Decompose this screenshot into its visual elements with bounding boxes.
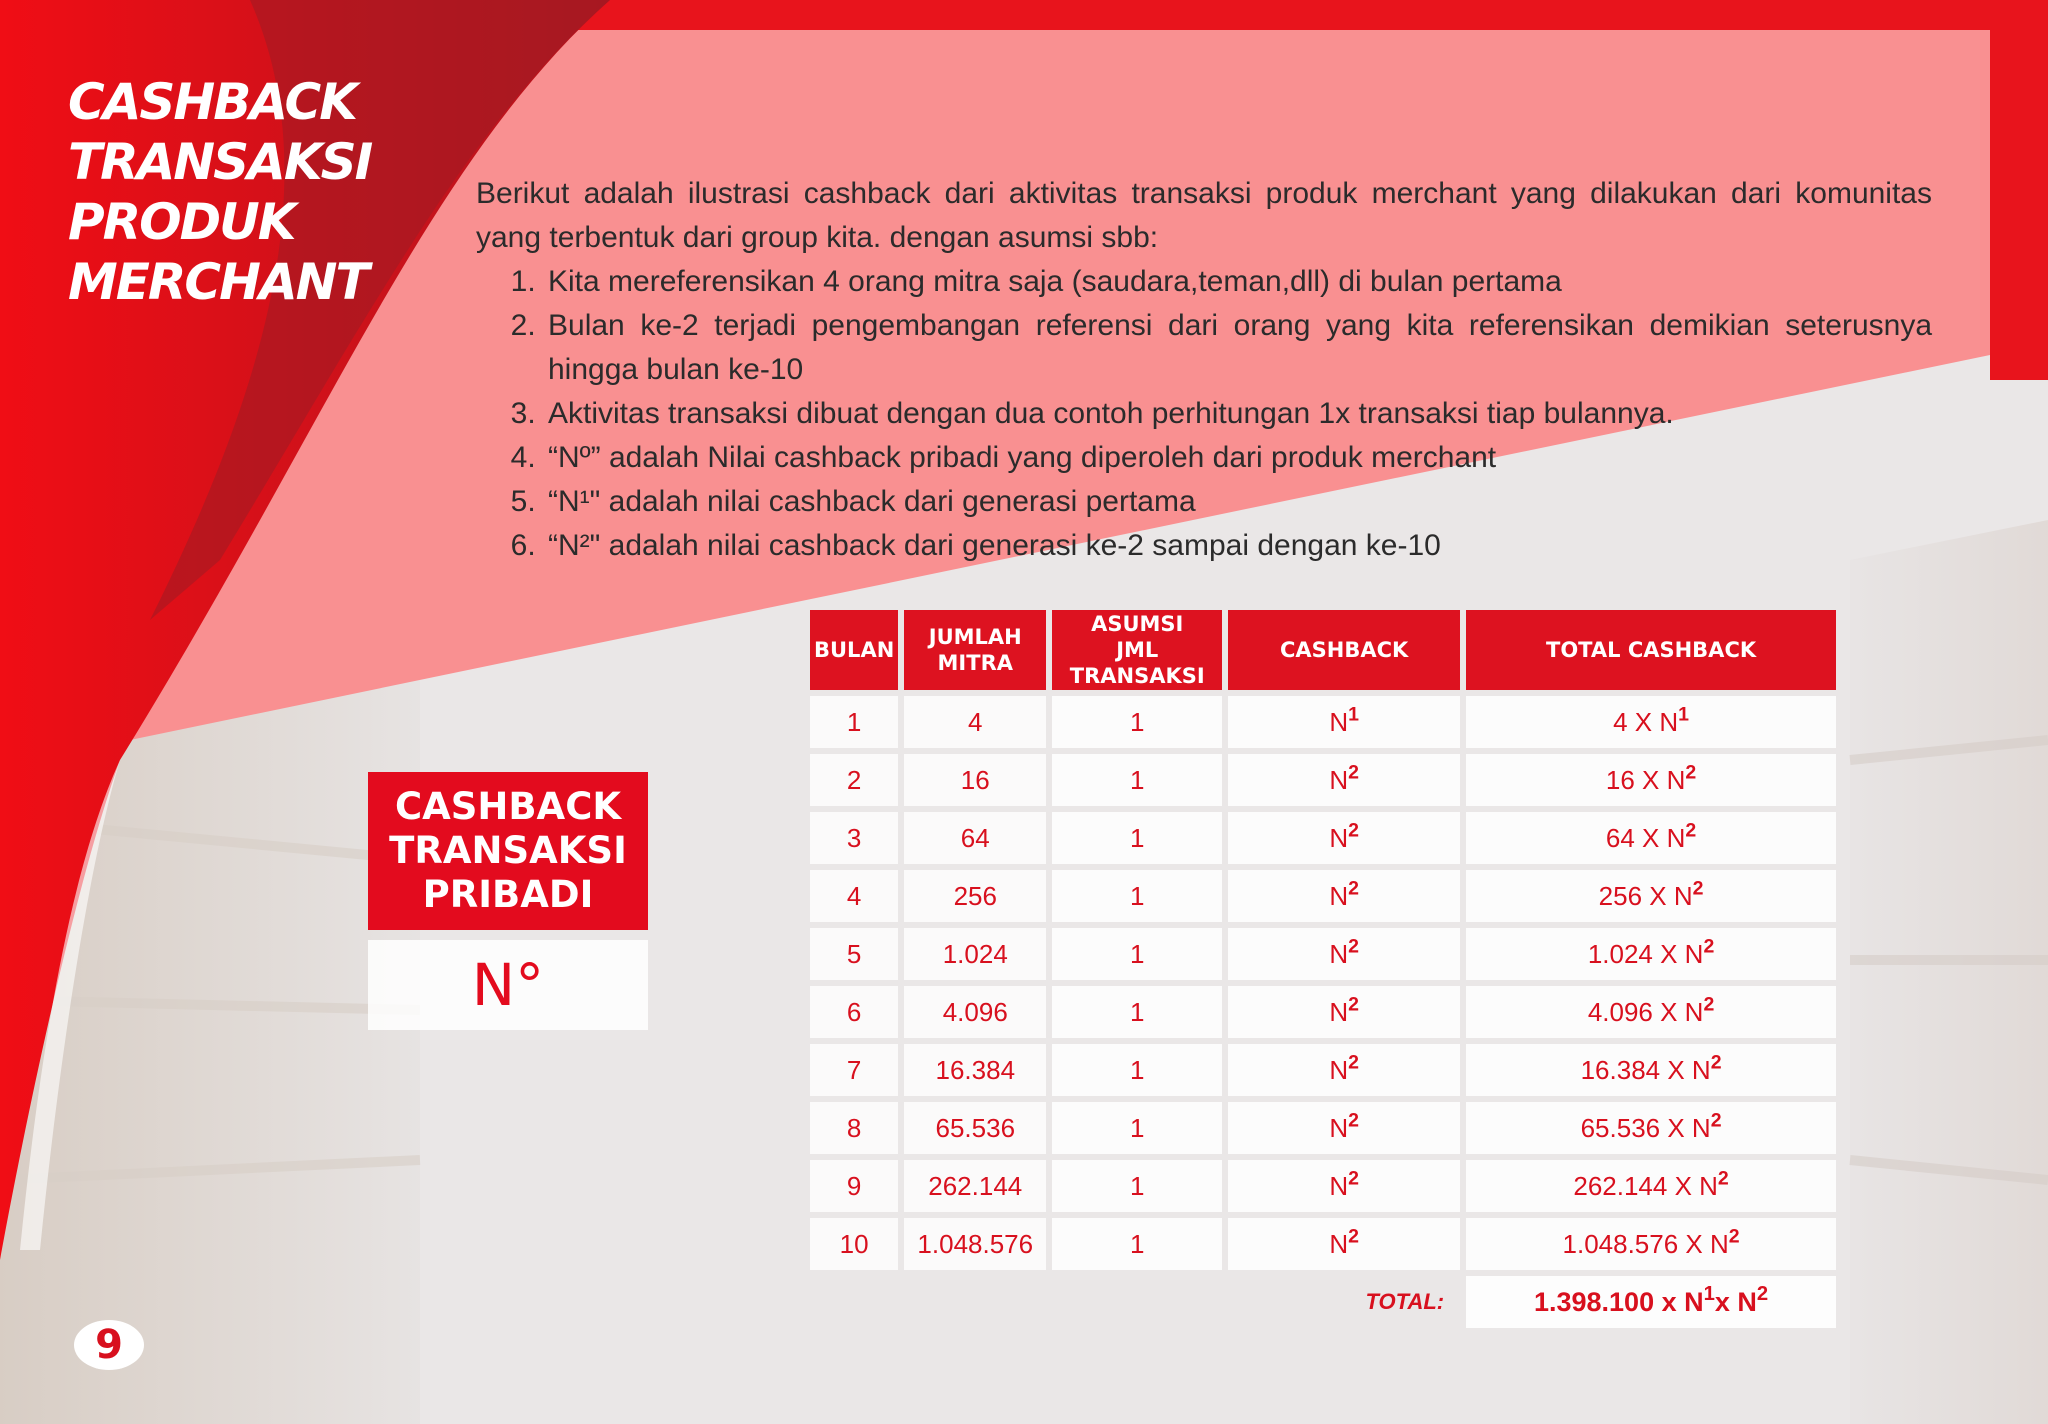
cell-asumsi: 1	[1052, 986, 1222, 1038]
total-base: 16.384 X N	[1580, 1054, 1711, 1085]
total-base: 16 X N	[1605, 764, 1686, 795]
header-line: ASUMSI	[1091, 612, 1184, 636]
personal-label-line: TRANSAKSI	[389, 829, 627, 872]
total-exponent: 2	[1685, 760, 1697, 783]
title-line: PRODUK	[68, 193, 295, 251]
cell-jumlah-mitra: 65.536	[904, 1102, 1046, 1154]
cashback-exponent: 2	[1348, 760, 1359, 783]
cell-bulan: 7	[810, 1044, 898, 1096]
cell-cashback	[1228, 1160, 1460, 1212]
total-base: 4 X N	[1613, 706, 1679, 737]
cashback-base: N	[1329, 938, 1349, 969]
personal-label-line: CASHBACK	[394, 785, 622, 828]
cell-jumlah-mitra: 262.144	[904, 1160, 1046, 1212]
assumption-list	[476, 260, 1932, 568]
cell-bulan: 5	[810, 928, 898, 980]
total-base: 64 X N	[1605, 822, 1686, 853]
total-base: 1.048.576 X N	[1562, 1228, 1729, 1259]
cell-total-cashback	[1466, 812, 1836, 864]
cell-jumlah-mitra: 16	[904, 754, 1046, 806]
cell-cashback	[1228, 928, 1460, 980]
cashback-exponent: 2	[1348, 818, 1359, 841]
cashback-table	[804, 604, 1842, 1334]
cell-total-cashback	[1466, 870, 1836, 922]
cell-cashback	[1228, 754, 1460, 806]
cell-jumlah-mitra: 64	[904, 812, 1046, 864]
table-row	[810, 928, 1836, 980]
cell-total-cashback	[1466, 1218, 1836, 1270]
table-total-row	[810, 1276, 1836, 1328]
personal-cashback-value: N°	[368, 940, 648, 1030]
header-bulan: BULAN	[810, 610, 898, 690]
cashback-base: N	[1329, 764, 1349, 795]
cashback-base: N	[1329, 1228, 1349, 1259]
cashback-exponent: 2	[1348, 876, 1359, 899]
list-item: 5. “N¹" adalah nilai cashback dari generasi pertama	[544, 480, 1932, 524]
header-line: MITRA	[937, 651, 1013, 675]
cell-bulan: 3	[810, 812, 898, 864]
table-row	[810, 812, 1836, 864]
cell-total-cashback	[1466, 1044, 1836, 1096]
cell-bulan: 6	[810, 986, 898, 1038]
cashback-exponent: 2	[1348, 1108, 1359, 1131]
total-exponent: 2	[1692, 876, 1704, 899]
cell-asumsi: 1	[1052, 928, 1222, 980]
cell-asumsi: 1	[1052, 754, 1222, 806]
cell-jumlah-mitra: 4	[904, 696, 1046, 748]
total-base: 1.024 X N	[1587, 938, 1704, 969]
cashback-exponent: 2	[1348, 992, 1359, 1015]
title-line: TRANSAKSI	[68, 133, 372, 191]
list-item: 3. Aktivitas transaksi dibuat dengan dua contoh perhitungan 1x transaksi tiap bulannya.	[544, 392, 1932, 436]
total-part: x N	[1714, 1286, 1757, 1317]
total-base: 256 X N	[1598, 880, 1693, 911]
total-base: 65.536 X N	[1580, 1112, 1711, 1143]
cell-cashback	[1228, 1218, 1460, 1270]
cell-bulan: 8	[810, 1102, 898, 1154]
cell-jumlah-mitra: 4.096	[904, 986, 1046, 1038]
cashback-exponent: 2	[1348, 1050, 1359, 1073]
header-cashback: CASHBACK	[1228, 610, 1460, 690]
total-exponent: 2	[1703, 934, 1715, 957]
table-header-row	[810, 610, 1836, 690]
cell-cashback	[1228, 870, 1460, 922]
cashback-exponent: 2	[1348, 1166, 1359, 1189]
table-row	[810, 696, 1836, 748]
cell-jumlah-mitra: 16.384	[904, 1044, 1046, 1096]
page-number: 9	[74, 1320, 144, 1370]
total-exponent: 1	[1678, 702, 1690, 725]
cell-asumsi: 1	[1052, 1218, 1222, 1270]
cashback-base: N	[1329, 1112, 1349, 1143]
cell-bulan: 1	[810, 696, 898, 748]
cell-asumsi: 1	[1052, 812, 1222, 864]
cell-total-cashback	[1466, 1160, 1836, 1212]
cell-bulan: 4	[810, 870, 898, 922]
list-item: 1. Kita mereferensikan 4 orang mitra saja (saudara,teman,dll) di bulan pertama	[544, 260, 1932, 304]
personal-cashback-label	[368, 772, 648, 930]
total-value	[1466, 1276, 1836, 1328]
cell-cashback	[1228, 1044, 1460, 1096]
page-title	[68, 72, 371, 312]
table-row	[810, 1044, 1836, 1096]
total-base: 262.144 X N	[1573, 1170, 1718, 1201]
cell-total-cashback	[1466, 754, 1836, 806]
cashback-exponent: 2	[1348, 934, 1359, 957]
header-asumsi	[1052, 610, 1222, 690]
cell-total-cashback	[1466, 986, 1836, 1038]
cell-asumsi: 1	[1052, 1102, 1222, 1154]
total-part: 1.398.100 x N	[1533, 1286, 1704, 1317]
table-row	[810, 870, 1836, 922]
cell-cashback	[1228, 696, 1460, 748]
cell-total-cashback	[1466, 1102, 1836, 1154]
table-row	[810, 754, 1836, 806]
total-exponent: 2	[1756, 1282, 1769, 1305]
table-row	[810, 1218, 1836, 1270]
cashback-base: N	[1329, 880, 1349, 911]
intro-paragraph: Berikut adalah ilustrasi cashback dari aktivitas transaksi produk merchant yang dilakukan dari komunitas yang terbentuk dari group kita. dengan asumsi sbb:	[476, 177, 1932, 254]
title-line: MERCHANT	[68, 253, 368, 311]
list-item: 6. “N²" adalah nilai cashback dari generasi ke-2 sampai dengan ke-10	[544, 524, 1932, 568]
cashback-base: N	[1329, 822, 1349, 853]
header-jumlah-mitra	[904, 610, 1046, 690]
cell-bulan: 2	[810, 754, 898, 806]
cell-total-cashback	[1466, 928, 1836, 980]
total-exponent: 2	[1685, 818, 1697, 841]
cell-jumlah-mitra: 1.024	[904, 928, 1046, 980]
list-item: 2. Bulan ke-2 terjadi pengembangan referensi dari orang yang kita referensikan demikian seterusnya hingga bulan ke-10	[544, 304, 1932, 392]
total-exponent: 2	[1710, 1108, 1722, 1131]
cashback-base: N	[1329, 1054, 1349, 1085]
list-item: 4. “Nº” adalah Nilai cashback pribadi yang diperoleh dari produk merchant	[544, 436, 1932, 480]
cashback-base: N	[1329, 1170, 1349, 1201]
total-exponent: 2	[1717, 1166, 1729, 1189]
total-exponent: 2	[1703, 992, 1715, 1015]
total-exponent: 2	[1728, 1224, 1740, 1247]
total-base: 4.096 X N	[1587, 996, 1704, 1027]
cashback-base: N	[1329, 996, 1349, 1027]
personal-label-line: PRIBADI	[422, 873, 594, 916]
total-exponent: 2	[1710, 1050, 1722, 1073]
cell-asumsi: 1	[1052, 696, 1222, 748]
header-total-cashback: TOTAL CASHBACK	[1466, 610, 1836, 690]
cell-jumlah-mitra: 256	[904, 870, 1046, 922]
title-line: CASHBACK	[68, 73, 356, 131]
total-exponent: 1	[1703, 1282, 1715, 1305]
cashback-exponent: 2	[1348, 1224, 1359, 1247]
cell-total-cashback	[1466, 696, 1836, 748]
cell-bulan: 10	[810, 1218, 898, 1270]
cell-asumsi: 1	[1052, 1044, 1222, 1096]
cashback-base: N	[1329, 706, 1349, 737]
table-row	[810, 1102, 1836, 1154]
cell-jumlah-mitra: 1.048.576	[904, 1218, 1046, 1270]
cell-cashback	[1228, 1102, 1460, 1154]
total-label: TOTAL:	[1365, 1289, 1445, 1314]
cell-cashback	[1228, 812, 1460, 864]
cell-cashback	[1228, 986, 1460, 1038]
cell-bulan: 9	[810, 1160, 898, 1212]
cell-asumsi: 1	[1052, 870, 1222, 922]
header-line: JUMLAH	[928, 625, 1022, 649]
cashback-exponent: 1	[1348, 702, 1359, 725]
header-line: JML TRANSAKSI	[1069, 638, 1205, 688]
intro-section	[476, 172, 1932, 568]
table-row	[810, 1160, 1836, 1212]
cell-asumsi: 1	[1052, 1160, 1222, 1212]
table-row	[810, 986, 1836, 1038]
